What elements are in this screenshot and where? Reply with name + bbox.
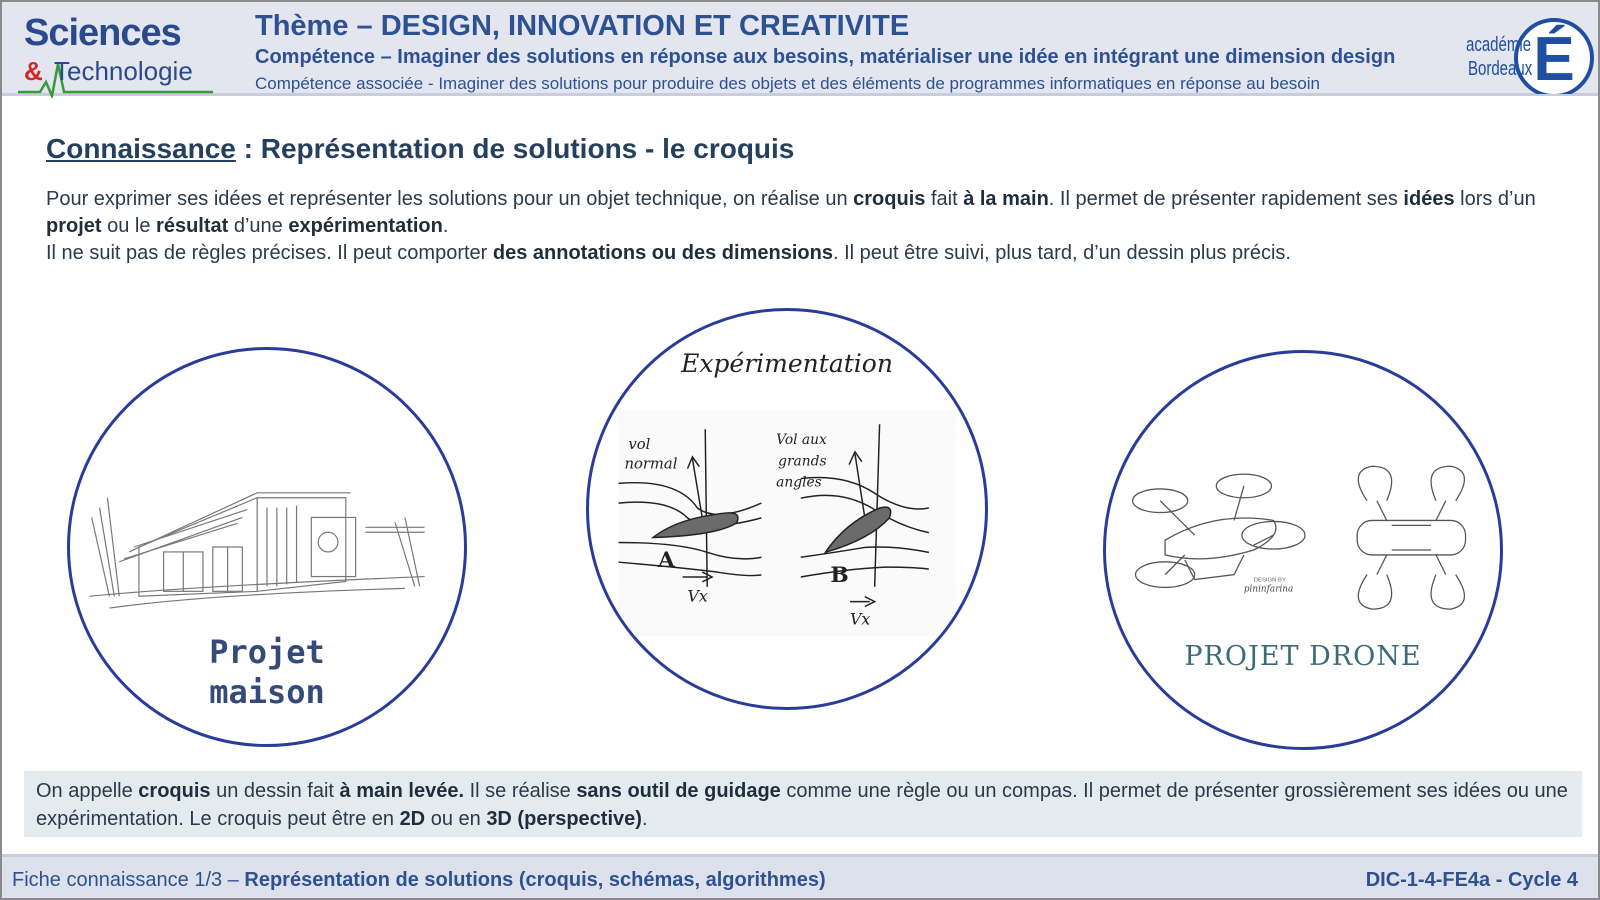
intro-p1-run: à la main: [963, 188, 1049, 210]
drone-designer: pininfarina: [1243, 584, 1294, 595]
airfoil-sketch: [589, 311, 985, 707]
note-b-line2: grands: [778, 453, 827, 470]
intro-p1-run: . Il permet de présenter rapidement ses: [1048, 188, 1404, 210]
definition-run: .: [641, 808, 648, 830]
illustration-experimentation: [586, 308, 988, 710]
intro-p1-run: fait: [925, 188, 964, 210]
intro-p1-run: projet: [46, 215, 102, 237]
header: [2, 2, 1598, 96]
definition-run: sans outil de guidage: [576, 780, 781, 802]
point-b: B: [830, 562, 849, 588]
intro-p1-run: expérimentation: [288, 215, 443, 237]
drone-design-by: DESIGN BY: [1253, 577, 1286, 584]
intro-p2-run: . Il peut être suivi, plus tard, d’un dessin plus précis.: [832, 242, 1291, 264]
intro-p1-run: Pour exprimer ses idées et représenter les solutions pour un objet technique, on réalise un: [46, 188, 854, 210]
maison-label-line2: maison: [209, 673, 325, 711]
academie-text: académie: [1466, 34, 1532, 56]
intro-line-2: [46, 240, 1556, 267]
competence-associee-line: Compétence associée - Imaginer des solutions pour produire des objets et des éléments de programmes informatiques en réponse au besoin: [255, 74, 1320, 93]
intro-p1-run: ou le: [101, 215, 157, 237]
competence-line: Compétence – Imaginer des solutions en réponse aux besoins, matérialiser une idée en intégrant une dimension design: [255, 46, 1396, 68]
vx-a: Vx: [687, 586, 708, 606]
bordeaux-text: Bordeaux: [1468, 58, 1533, 80]
logo-amp-text: &: [24, 56, 43, 86]
section-keyword: Connaissance: [46, 133, 236, 164]
intro-p2-run: Il ne suit pas de règles précises. Il peut comporter: [46, 242, 493, 264]
experimentation-title: Expérimentation: [681, 349, 893, 378]
point-a: A: [657, 548, 675, 574]
academie-letter: É: [1533, 25, 1575, 94]
definition-run: 2D: [399, 808, 426, 830]
footer-subject: Représentation de solutions (croquis, schémas, algorithmes): [244, 869, 826, 891]
footer: [2, 854, 1598, 898]
intro-p1-run: .: [442, 215, 449, 237]
illustration-projet-maison: [67, 347, 467, 747]
illustration-projet-drone: [1103, 350, 1503, 750]
intro-p2-run: des annotations ou des dimensions: [492, 242, 833, 264]
definition-text: [36, 777, 1570, 833]
definition-run: On appelle: [36, 780, 139, 802]
definition-run: comme une règle ou un compas. Il permet de présenter grossièrement ses idées ou une expérimentation. Le croquis peut être en: [36, 780, 1568, 830]
logo-technologie-text: Technologie: [54, 56, 193, 86]
footer-title: [12, 869, 826, 892]
section-title-rest: : Représentation de solutions - le croquis: [235, 133, 795, 164]
logo-sciences-text: Sciences: [24, 12, 181, 54]
drone-sketch: [1106, 353, 1500, 747]
definition-run: 3D (perspective): [486, 808, 642, 830]
maison-label: [70, 632, 464, 712]
definition-run: un dessin fait: [210, 780, 340, 802]
footer-reference: DIC-1-4-FE4a - Cycle 4: [1365, 869, 1578, 891]
definition-run: ou en: [425, 808, 487, 830]
intro-p1-run: résultat: [156, 215, 229, 237]
definition-run: croquis: [138, 780, 211, 802]
footer-prefix: Fiche connaissance 1/3 –: [12, 869, 245, 891]
sciences-technologie-logo: [18, 8, 218, 94]
maison-label-line1: Projet: [209, 633, 325, 671]
note-a-line2: normal: [624, 455, 678, 473]
note-b-line1: Vol aux: [776, 431, 827, 448]
definition-run: à main levée.: [339, 780, 465, 802]
drone-label: PROJET DRONE: [1184, 641, 1422, 672]
intro-paragraph: [46, 186, 1556, 267]
definition-box: [24, 771, 1582, 837]
intro-p1-run: croquis: [853, 188, 926, 210]
intro-p1-run: lors d’un: [1454, 188, 1536, 210]
note-b-line3: angles: [776, 474, 822, 491]
academie-bordeaux-logo: [1458, 6, 1598, 94]
definition-run: Il se réalise: [464, 780, 577, 802]
intro-line-1: [46, 186, 1556, 240]
section-title: [46, 133, 794, 165]
intro-p1-run: idées: [1403, 188, 1455, 210]
intro-p1-run: d’une: [228, 215, 289, 237]
theme-title: Thème – DESIGN, INNOVATION ET CREATIVITE: [255, 10, 910, 42]
note-a-line1: vol: [628, 435, 651, 453]
vx-b: Vx: [850, 609, 871, 629]
